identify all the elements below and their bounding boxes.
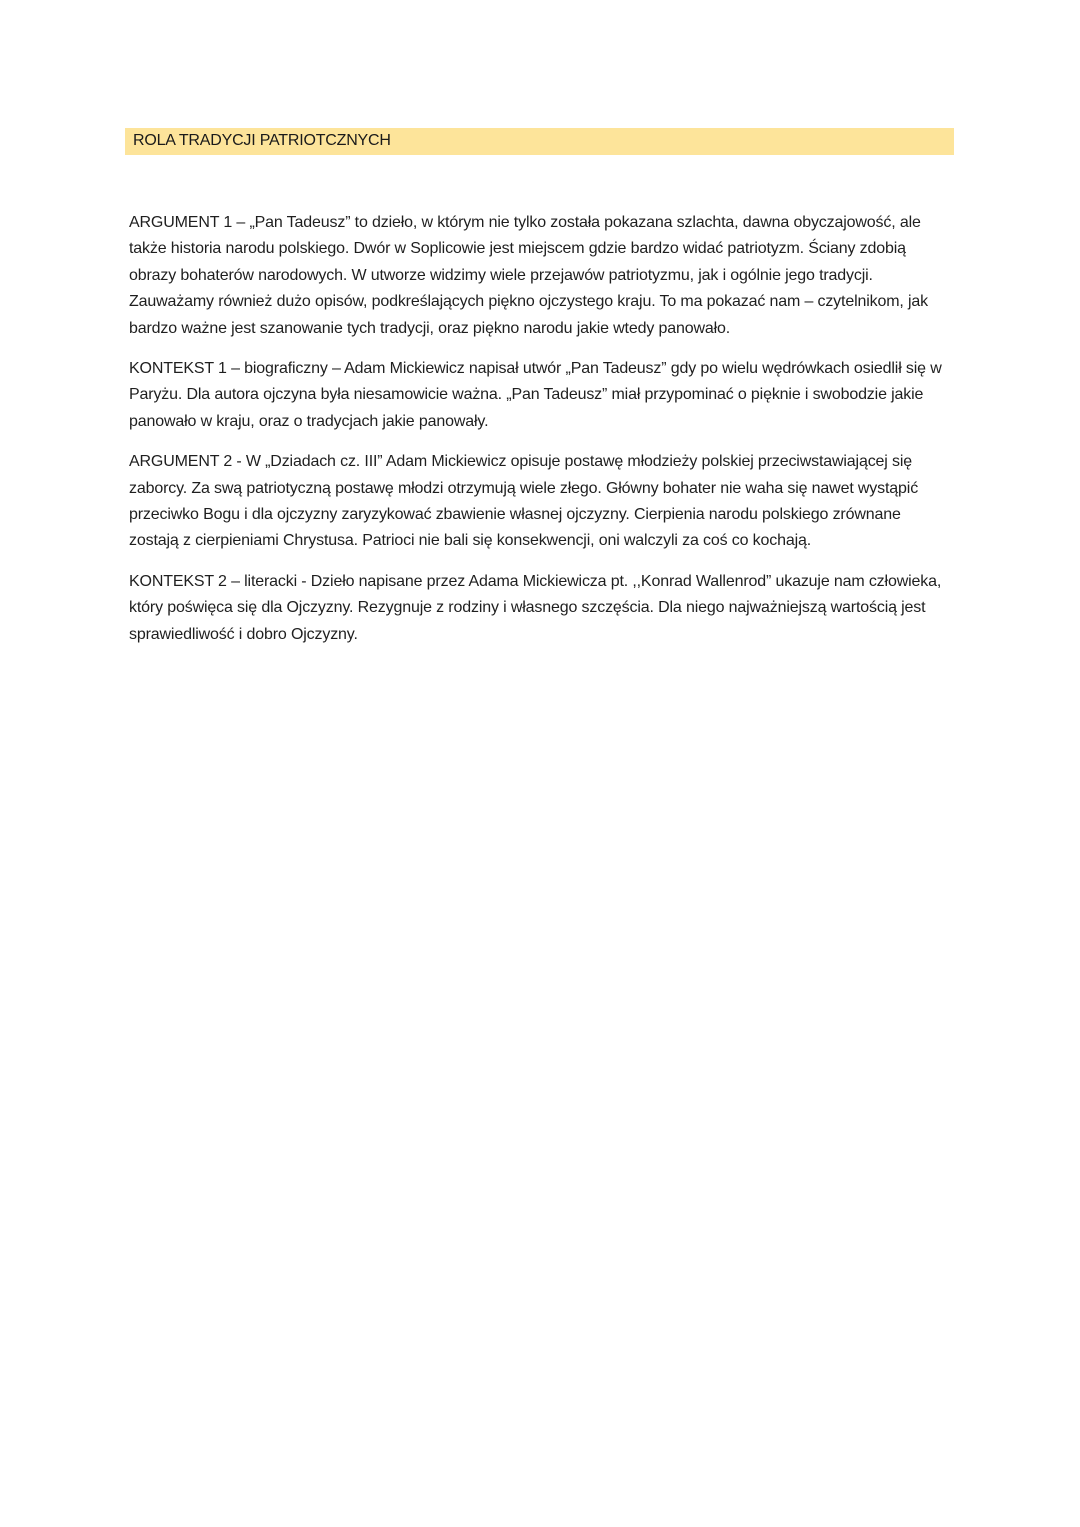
paragraph-argument-1: ARGUMENT 1 – „Pan Tadeusz” to dzieło, w którym nie tylko została pokazana szlachta, dawna obyczajowość, ale także historia narodu polskiego. Dwór w Soplicowie jest miejscem gdzie bardzo widać patriotyzm. Ściany zdobią obrazy bohaterów narodowych. W utworze widzimy wiele przejawów patriotyzmu, jak i ogólnie jego tradycji. Zauważamy również dużo opisów, podkreślających piękno ojczystego kraju. To ma pokazać nam – czytelnikom, jak bardzo ważne jest szanowanie tych tradycji, oraz piękno narodu jakie wtedy panowało. — [129, 214, 929, 337]
document-body — [129, 210, 944, 662]
paragraph-context-2: KONTEKST 2 – literacki - Dzieło napisane przez Adama Mickiewicza pt. ,,Konrad Wallenrod” ukazuje nam człowieka, który poświęca się dla Ojczyzny. Rezygnuje z rodziny i własnego szczęścia. Dla niego najważniejszą wartością jest sprawiedliwość i dobro Ojczyzny. — [129, 572, 942, 643]
section-heading: ROLA TRADYCJI PATRIOTCZNYCH — [125, 128, 954, 155]
paragraph-context-1: KONTEKST 1 – biograficzny – Adam Mickiewicz napisał utwór „Pan Tadeusz” gdy po wielu wędrówkach osiedlił się w Paryżu. Dla autora ojczyna była niesamowicie ważna. „Pan Tadeusz” miał przypominać o pięknie i swobodzie jakie panowało w kraju, oraz o tradycjach jakie panowały. — [129, 360, 942, 430]
paragraph-argument-2: ARGUMENT 2 - W „Dziadach cz. III” Adam Mickiewicz opisuje postawę młodzieży polskiej przeciwstawiającej się zaborcy. Za swą patriotyczną postawę młodzi otrzymują wiele złego. Główny bohater nie waha się nawet wystąpić przeciwko Bogu i dla ojczyzny zaryzykować zbawienie własnej ojczyzny. Cierpienia narodu polskiego zrównane zostają z cierpieniami Chrystusa. Patrioci nie bali się konsekwencji, oni walczyli za coś co kochają. — [129, 453, 919, 550]
